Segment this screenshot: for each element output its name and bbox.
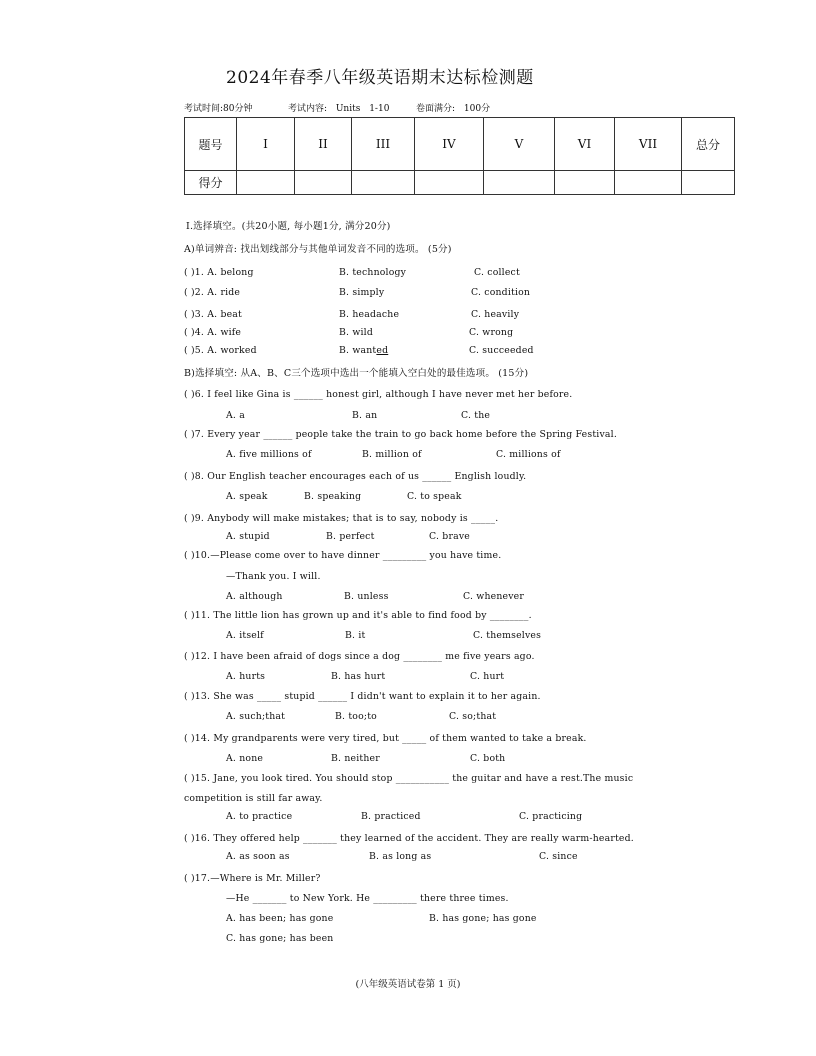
score-header-cell: V: [484, 118, 555, 171]
score-header-cell: III: [352, 118, 415, 171]
question-9-stem: ( )9. Anybody will make mistakes; that is to say, nobody is _____.: [184, 513, 499, 524]
score-cell[interactable]: [352, 171, 415, 195]
score-header-cell: 题号: [185, 118, 237, 171]
question-17-option-c: C. has gone; has been: [226, 933, 334, 944]
exam-content: 考试内容: Units 1-10: [287, 104, 390, 114]
question-10-reply: —Thank you. I will.: [226, 571, 321, 582]
question-13-stem: ( )13. She was _____ stupid ______ I didn't want to explain it to her again.: [184, 691, 541, 702]
question-17-reply: —He _______ to New York. He _________ there three times.: [226, 893, 509, 904]
question-11-stem: ( )11. The little lion has grown up and it's able to find food by ________.: [184, 610, 532, 621]
question-14-options: A. none B. neither C. both: [226, 753, 506, 764]
score-cell[interactable]: [682, 171, 735, 195]
score-cell[interactable]: [555, 171, 615, 195]
question-15-stem-cont: competition is still far away.: [184, 793, 323, 804]
question-4: ( )4. A. wife B. wild C. wrong: [184, 327, 514, 338]
question-6-stem: ( )6. I feel like Gina is ______ honest girl, although I have never met her before.: [184, 389, 573, 400]
score-header-cell: VI: [555, 118, 615, 171]
page-footer: (八年级英语试卷第 1 页): [355, 979, 461, 990]
question-13-options: A. such;that B. too;to C. so;that: [226, 711, 497, 722]
question-16-stem: ( )16. They offered help _______ they learned of the accident. They are really warm-hearted.: [184, 833, 634, 844]
part-b-heading: B)选择填空: 从A、B、C三个选项中选出一个能填入空白处的最佳选项。 (15分): [184, 368, 529, 379]
score-header-cell: 总分: [682, 118, 735, 171]
score-cell[interactable]: [615, 171, 682, 195]
exam-full-score: 卷面满分: 100分: [416, 104, 491, 114]
score-row-label: 得分: [185, 171, 237, 195]
question-5: ( )5. A. worked B. wanted C. succeeded: [184, 345, 534, 356]
question-11-options: A. itself B. it C. themselves: [226, 630, 542, 641]
question-15-options: A. to practice B. practiced C. practicing: [226, 811, 583, 822]
exam-meta: [184, 101, 490, 114]
question-7-options: A. five millions of B. million of C. millions of: [226, 449, 561, 460]
question-6-options: A. a B. an C. the: [226, 410, 491, 421]
question-1: ( )1. A. belong B. technology C. collect: [184, 267, 520, 278]
score-cell[interactable]: [484, 171, 555, 195]
question-3: ( )3. A. beat B. headache C. heavily: [184, 309, 520, 320]
question-16-options: A. as soon as B. as long as C. since: [226, 851, 578, 862]
question-14-stem: ( )14. My grandparents were very tired, but _____ of them wanted to take a break.: [184, 733, 587, 744]
score-cell[interactable]: [295, 171, 352, 195]
score-cell[interactable]: [415, 171, 484, 195]
question-8-stem: ( )8. Our English teacher encourages each of us ______ English loudly.: [184, 471, 527, 482]
question-12-options: A. hurts B. has hurt C. hurt: [226, 671, 505, 682]
question-12-stem: ( )12. I have been afraid of dogs since a dog ________ me five years ago.: [184, 651, 535, 662]
question-2: ( )2. A. ride B. simply C. condition: [184, 287, 531, 298]
question-10-options: A. although B. unless C. whenever: [226, 591, 525, 602]
question-8-options: A. speak B. speaking C. to speak: [226, 491, 462, 502]
question-7-stem: ( )7. Every year ______ people take the train to go back home before the Spring Festival.: [184, 429, 617, 440]
score-cell[interactable]: [237, 171, 295, 195]
score-header-cell: II: [295, 118, 352, 171]
question-17-stem: ( )17.—Where is Mr. Miller?: [184, 873, 321, 884]
page-title: 2024年春季八年级英语期末达标检测题: [226, 68, 534, 88]
score-header-cell: VII: [615, 118, 682, 171]
exam-time: 考试时间:80分钟: [184, 104, 253, 114]
question-15-stem: ( )15. Jane, you look tired. You should stop ___________ the guitar and have a rest.The music: [184, 773, 634, 784]
score-header-cell: IV: [415, 118, 484, 171]
question-17-options-row1: A. has been; has gone B. has gone; has gone: [226, 913, 537, 924]
question-9-options: A. stupid B. perfect C. brave: [226, 531, 470, 542]
part-a-heading: A)单词辨音: 找出划线部分与其他单词发音不同的选项。 (5分): [184, 244, 452, 255]
section-1-heading: Ⅰ.选择填空。(共20小题, 每小题1分, 满分20分): [186, 221, 391, 232]
score-header-cell: I: [237, 118, 295, 171]
question-10-stem: ( )10.—Please come over to have dinner _________ you have time.: [184, 550, 502, 561]
score-table: [184, 117, 735, 195]
